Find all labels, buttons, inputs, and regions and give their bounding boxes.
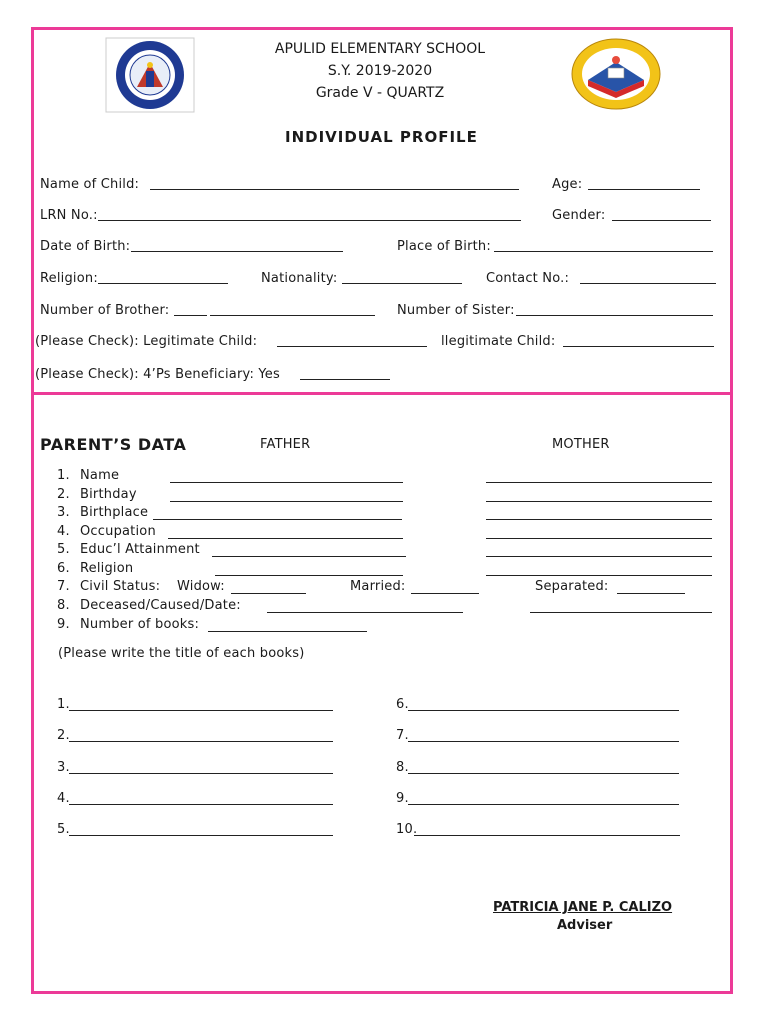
deped-seal-logo: [104, 37, 196, 113]
book-field[interactable]: [69, 804, 333, 805]
book-field[interactable]: [408, 804, 679, 805]
father-header: FATHER: [260, 437, 311, 452]
book-num: 6.: [396, 697, 409, 712]
parent-item-label: Birthday: [80, 487, 137, 502]
age-field[interactable]: [588, 189, 700, 190]
brother-field-b[interactable]: [210, 315, 375, 316]
pob-label: Place of Birth:: [397, 239, 491, 254]
parent-item-num: 6.: [57, 561, 70, 576]
father-birthplace-field[interactable]: [153, 519, 402, 520]
fourps-field[interactable]: [300, 379, 390, 380]
age-label: Age:: [552, 177, 583, 192]
page-title: INDIVIDUAL PROFILE: [285, 128, 478, 146]
dob-label: Date of Birth:: [40, 239, 131, 254]
book-num: 7.: [396, 728, 409, 743]
book-field[interactable]: [69, 741, 333, 742]
parent-item-label: Number of books:: [80, 617, 200, 632]
gender-label: Gender:: [552, 208, 606, 223]
father-deceased-field[interactable]: [267, 612, 463, 613]
parent-item-num: 3.: [57, 505, 70, 520]
book-num: 3.: [57, 760, 70, 775]
lrn-field[interactable]: [98, 220, 521, 221]
parent-item-num: 8.: [57, 598, 70, 613]
pob-field[interactable]: [494, 251, 713, 252]
name-field[interactable]: [150, 189, 519, 190]
school-name: APULID ELEMENTARY SCHOOL: [274, 41, 486, 57]
book-num: 1.: [57, 697, 70, 712]
parents-section-title: PARENT’S DATA: [40, 435, 187, 454]
parent-item-label: Deceased/Caused/Date:: [80, 598, 241, 613]
mother-education-field[interactable]: [486, 556, 712, 557]
book-field[interactable]: [414, 835, 680, 836]
parent-item-label: Civil Status:: [80, 579, 161, 594]
sister-label: Number of Sister:: [397, 303, 515, 318]
gender-field[interactable]: [612, 220, 711, 221]
mother-deceased-field[interactable]: [530, 612, 712, 613]
married-field[interactable]: [411, 593, 479, 594]
book-num: 4.: [57, 791, 70, 806]
father-occupation-field[interactable]: [168, 538, 403, 539]
mother-religion-field[interactable]: [486, 575, 712, 576]
mother-header: MOTHER: [552, 437, 610, 452]
school-seal-logo: [570, 38, 662, 110]
book-num: 2.: [57, 728, 70, 743]
parent-item-label: Educ’l Attainment: [80, 542, 200, 557]
book-field[interactable]: [408, 773, 679, 774]
contact-label: Contact No.:: [486, 271, 570, 286]
fourps-label: (Please Check): 4’Ps Beneficiary: Yes: [35, 367, 280, 382]
contact-field[interactable]: [580, 283, 716, 284]
dob-field[interactable]: [131, 251, 343, 252]
legit-field[interactable]: [277, 346, 427, 347]
section-divider: [31, 392, 733, 395]
father-religion-field[interactable]: [215, 575, 403, 576]
mother-name-field[interactable]: [486, 482, 712, 483]
parent-item-label: Occupation: [80, 524, 156, 539]
book-field[interactable]: [408, 710, 679, 711]
nationality-field[interactable]: [342, 283, 462, 284]
parent-item-label: Name: [80, 468, 120, 483]
father-birthday-field[interactable]: [170, 501, 403, 502]
legit-label: (Please Check): Legitimate Child:: [35, 334, 258, 349]
book-field[interactable]: [69, 710, 333, 711]
brother-field-a[interactable]: [174, 315, 207, 316]
religion-field[interactable]: [98, 283, 228, 284]
grade-section: Grade V - QUARTZ: [315, 85, 445, 101]
parent-item-num: 2.: [57, 487, 70, 502]
father-education-field[interactable]: [212, 556, 406, 557]
mother-occupation-field[interactable]: [486, 538, 712, 539]
separated-label: Separated:: [535, 579, 609, 594]
book-num: 10.: [396, 822, 418, 837]
adviser-name: PATRICIA JANE P. CALIZO: [493, 900, 673, 915]
name-label: Name of Child:: [40, 177, 140, 192]
mother-birthplace-field[interactable]: [486, 519, 712, 520]
parent-item-label: Religion: [80, 561, 134, 576]
widow-label: Widow:: [177, 579, 225, 594]
school-year: S.Y. 2019-2020: [327, 63, 433, 79]
father-name-field[interactable]: [170, 482, 403, 483]
married-label: Married:: [350, 579, 406, 594]
book-field[interactable]: [408, 741, 679, 742]
book-num: 9.: [396, 791, 409, 806]
lrn-label: LRN No.:: [40, 208, 98, 223]
sister-field[interactable]: [516, 315, 713, 316]
parent-item-num: 9.: [57, 617, 70, 632]
mother-birthday-field[interactable]: [486, 501, 712, 502]
widow-field[interactable]: [231, 593, 306, 594]
nationality-label: Nationality:: [261, 271, 338, 286]
parent-item-num: 7.: [57, 579, 70, 594]
parent-item-num: 4.: [57, 524, 70, 539]
parent-item-num: 1.: [57, 468, 70, 483]
parent-item-num: 5.: [57, 542, 70, 557]
brother-label: Number of Brother:: [40, 303, 170, 318]
illegit-label: llegitimate Child:: [441, 334, 556, 349]
book-num: 5.: [57, 822, 70, 837]
illegit-field[interactable]: [563, 346, 714, 347]
book-num: 8.: [396, 760, 409, 775]
parent-item-label: Birthplace: [80, 505, 149, 520]
book-field[interactable]: [69, 773, 333, 774]
book-field[interactable]: [69, 835, 333, 836]
books-count-field[interactable]: [208, 631, 367, 632]
religion-label: Religion:: [40, 271, 98, 286]
books-instruction: (Please write the title of each books): [58, 646, 305, 661]
adviser-role: Adviser: [557, 918, 613, 933]
separated-field[interactable]: [617, 593, 685, 594]
